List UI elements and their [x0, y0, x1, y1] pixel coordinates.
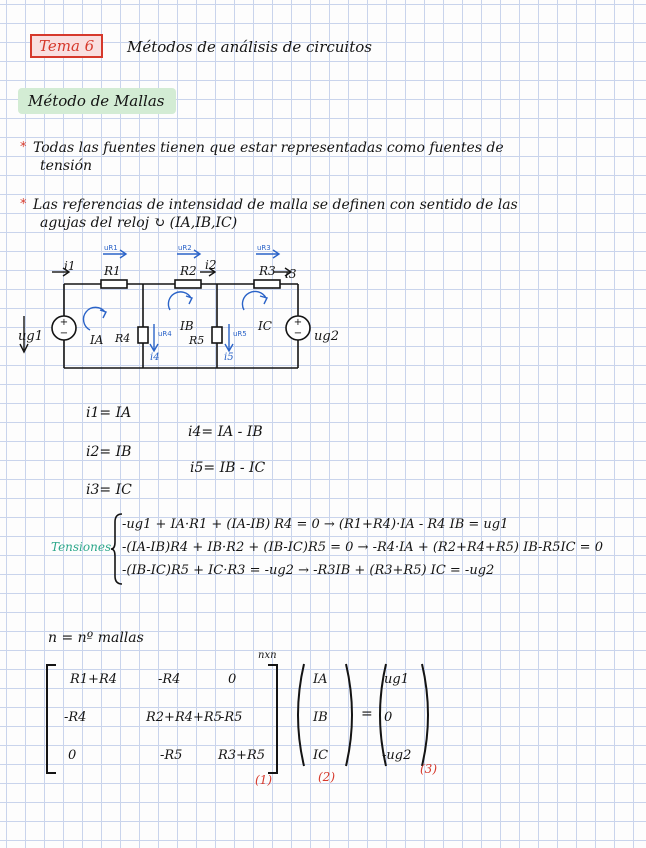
label-r1: R1 — [104, 264, 121, 278]
bullet-text: Todas las fuentes tienen que estar representadas como fuentes de — [33, 140, 504, 156]
bullet-text: Las referencias de intensidad de malla se definen con sentido de las — [33, 197, 518, 213]
voltage-source-ug1 — [52, 316, 76, 340]
label-i5: i5 — [224, 352, 234, 363]
vector-u-cell: 0 — [384, 710, 393, 725]
mesh-circuit-diagram — [0, 240, 646, 380]
matrix-cell: -R5 — [220, 710, 243, 725]
vector-u-cell: -ug2 — [382, 748, 412, 763]
label-3: (3) — [420, 762, 437, 776]
label-ug1: ug1 — [18, 329, 43, 344]
matrix-cell: -R5 — [160, 748, 183, 763]
tensiones-label: Tensiones — [51, 540, 112, 554]
label-ug2: ug2 — [314, 329, 339, 344]
label-2: (2) — [318, 770, 335, 784]
label-ur5: uR5 — [233, 330, 247, 338]
vector-u-cell: ug1 — [384, 672, 409, 687]
label-i2: i2 — [205, 258, 217, 272]
matrix-cell: -R4 — [158, 672, 181, 687]
label-i1: i1 — [64, 259, 76, 273]
label-mesh-a: IA — [90, 333, 104, 347]
label-r3: R3 — [259, 264, 276, 278]
svg-text:−: − — [293, 328, 303, 339]
matrix-right-bracket — [268, 664, 278, 774]
vector-i-cell: IC — [313, 748, 329, 763]
matrix-left-bracket — [46, 664, 56, 774]
label-r2: R2 — [180, 264, 197, 278]
svg-text:+: + — [293, 317, 303, 328]
relation-i2: i2= IB — [86, 444, 132, 460]
bullet-marker: * — [20, 197, 27, 212]
label-ur1: uR1 — [104, 244, 118, 252]
bullet-text: agujas del reloj ↻ (IA,IB,IC) — [40, 215, 238, 231]
relation-i3: i3= IC — [86, 482, 132, 498]
equals-sign: = — [361, 706, 373, 722]
matrix-cell: 0 — [68, 748, 77, 763]
mesh-equation-b: -(IA-IB)R4 + IB·R2 + (IB-IC)R5 = 0 → -R4·IA + (R2+R4+R5) IB-R5IC = 0 — [122, 540, 603, 555]
label-1: (1) — [255, 773, 272, 787]
vector-i-cell: IA — [313, 672, 328, 687]
bullet-text: tensión — [40, 158, 93, 174]
label-ur2: uR2 — [178, 244, 192, 252]
relation-i1: i1= IA — [86, 405, 132, 421]
label-r4: R4 — [115, 332, 131, 345]
label-i3: i3 — [285, 267, 297, 281]
label-i4: i4 — [150, 352, 160, 363]
label-mesh-c: IC — [258, 319, 272, 333]
resistor-r2 — [175, 280, 201, 288]
svg-text:−: − — [59, 328, 69, 339]
label-ur4: uR4 — [158, 330, 172, 338]
relation-i5: i5= IB - IC — [190, 460, 266, 476]
svg-text:+: + — [59, 317, 69, 328]
resistor-r5 — [212, 327, 222, 343]
label-r5: R5 — [189, 334, 205, 347]
matrix-cell: R2+R4+R5 — [146, 710, 222, 725]
resistor-r3 — [254, 280, 280, 288]
matrix-title: n = nº mallas — [48, 630, 144, 646]
matrix-cell: 0 — [228, 672, 237, 687]
matrix-size-label: nxn — [258, 650, 277, 661]
page-title: Métodos de análisis de circuitos — [127, 38, 372, 56]
label-mesh-b: IB — [180, 319, 194, 333]
voltage-source-ug2 — [286, 316, 310, 340]
label-ur3: uR3 — [257, 244, 271, 252]
resistor-r4 — [138, 327, 148, 343]
matrix-cell: R1+R4 — [70, 672, 118, 687]
vector-i-cell: IB — [313, 710, 328, 725]
resistor-r1 — [101, 280, 127, 288]
relation-i4: i4= IA - IB — [188, 424, 263, 440]
mesh-equation-a: -ug1 + IA·R1 + (IA-IB) R4 = 0 → (R1+R4)·IA - R4 IB = ug1 — [122, 517, 509, 532]
bullet-marker: * — [20, 140, 27, 155]
topic-badge: Tema 6 — [30, 34, 103, 58]
matrix-cell: R3+R5 — [218, 748, 266, 763]
section-heading: Método de Mallas — [18, 88, 176, 114]
matrix-cell: -R4 — [64, 710, 87, 725]
mesh-equation-c: -(IB-IC)R5 + IC·R3 = -ug2 → -R3IB + (R3+R5) IC = -ug2 — [122, 563, 495, 578]
